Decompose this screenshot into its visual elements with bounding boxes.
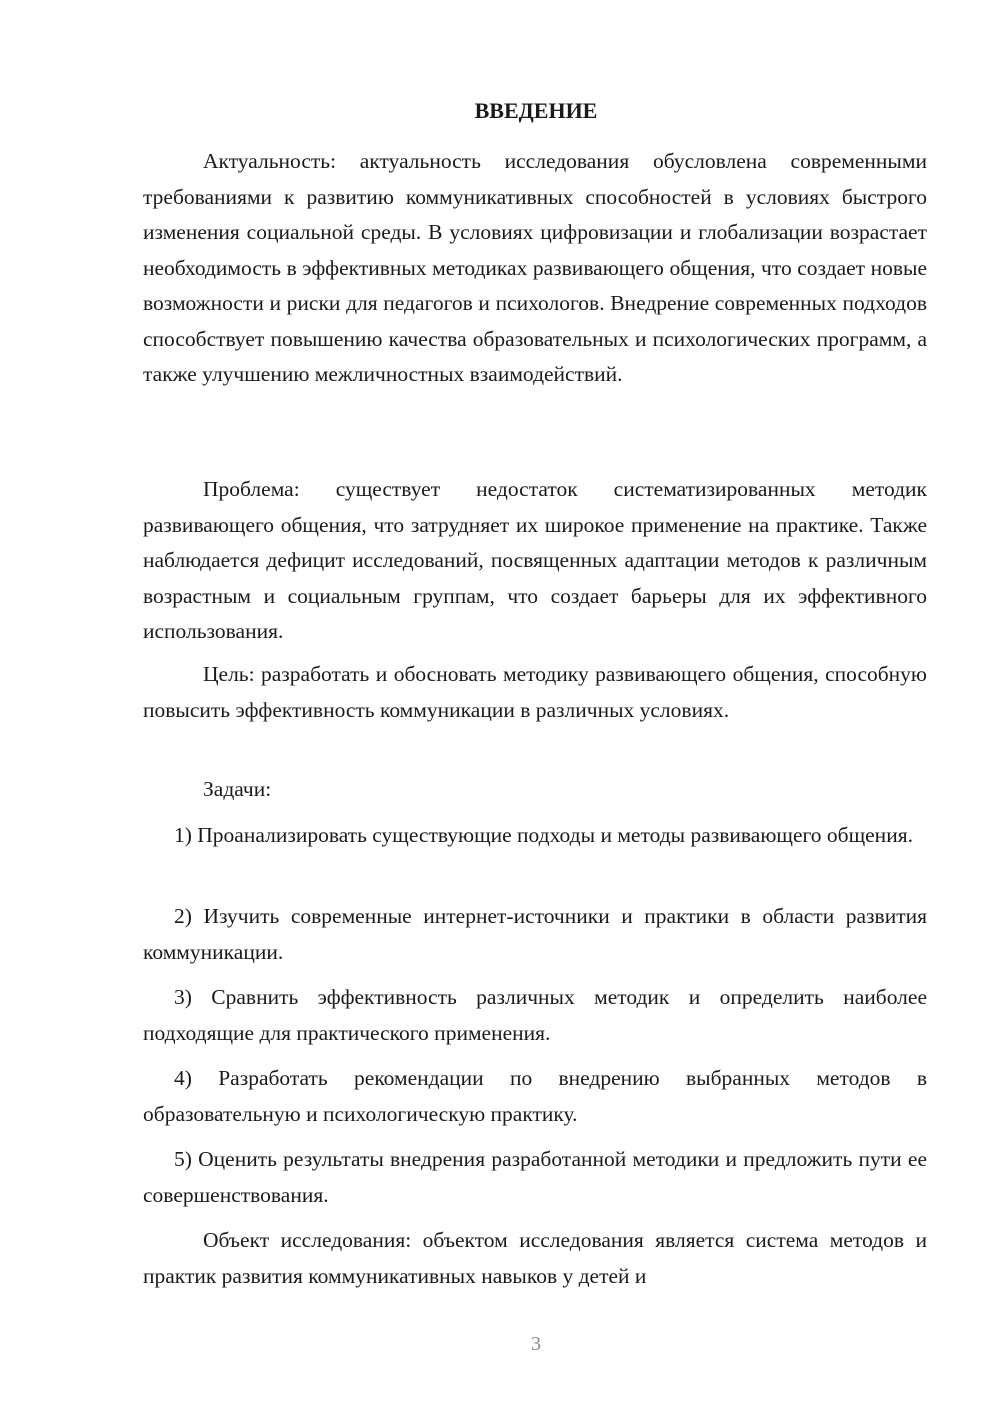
paragraph-object: Объект исследования: объектом исследования является система методов и практик развития коммуникативных навыков у детей и — [143, 1228, 927, 1288]
page-number: 3 — [531, 1333, 541, 1355]
section-heading: ВВЕДЕНИЕ — [474, 98, 598, 123]
paragraph-goal: Цель: разработать и обосновать методику развивающего общения, способную повысить эффективность коммуникации в различных условиях. — [143, 662, 927, 722]
task-item-2: 2) Изучить современные интернет-источники и практики в области развития коммуникации. — [143, 904, 927, 964]
paragraph-problem: Проблема: существует недостаток систематизированных методик развивающего общения, что затрудняет их широкое применение на практике. Также наблюдается дефицит исследований, посвященных адаптации методов к различным возрастным и социальным группам, что создает барьеры для их эффективного использования. — [143, 477, 927, 643]
tasks-label: Задачи: — [203, 777, 272, 801]
task-item-1: 1) Проанализировать существующие подходы и методы развивающего общения. — [174, 823, 913, 847]
task-item-5: 5) Оценить результаты внедрения разработанной методики и предложить пути ее совершенствования. — [143, 1147, 927, 1207]
paragraph-relevance: Актуальность: актуальность исследования обусловлена современными требованиями к развитию коммуникативных способностей в условиях быстрого изменения социальной среды. В условиях цифровизации и глобализации возрастает необходимость в эффективных методиках развивающего общения, что создает новые возможности и риски для педагогов и психологов. Внедрение современных подходов способствует повышению качества образовательных и психологических программ, а также улучшению межличностных взаимодействий. — [143, 149, 927, 386]
task-item-4: 4) Разработать рекомендации по внедрению выбранных методов в образовательную и психологическую практику. — [143, 1066, 927, 1126]
task-item-3: 3) Сравнить эффективность различных методик и определить наиболее подходящие для практического применения. — [143, 985, 927, 1045]
